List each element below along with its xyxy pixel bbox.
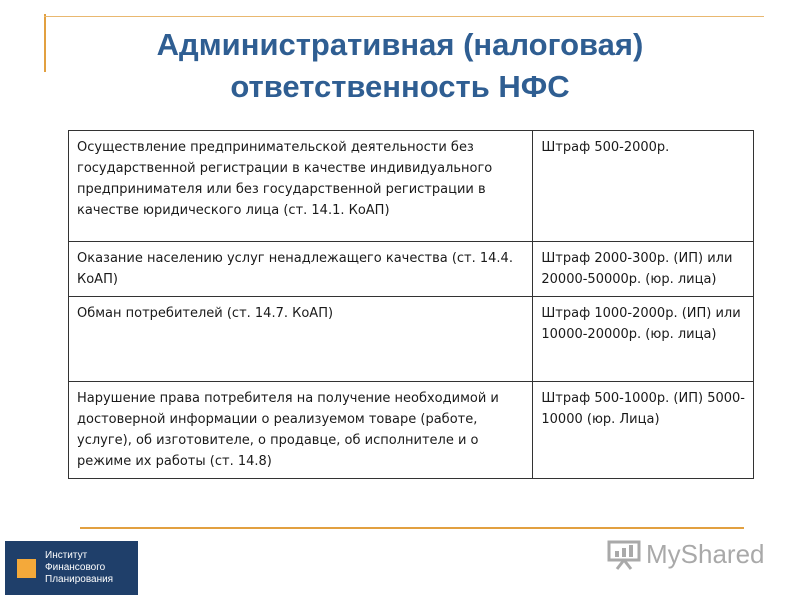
institute-logo (5, 541, 138, 595)
violation-cell: Нарушение права потребителя на получение необходимой и достоверной информации о реализуемом товаре (работе, услуге), об изготовителе, о продавце, об исполнителе и о режиме их работы (ст. 14.8) (69, 382, 533, 479)
institute-logo-text (45, 550, 113, 586)
watermark-text: MyShared (646, 538, 765, 569)
table-row (69, 297, 754, 382)
decorative-top-rule (44, 16, 764, 17)
presentation-board-icon (606, 538, 642, 570)
table-row (69, 382, 754, 479)
table-row (69, 131, 754, 242)
violation-cell: Обман потребителей (ст. 14.7. КоАП) (69, 297, 533, 382)
decorative-vertical-rule (44, 14, 46, 72)
institute-logo-line-2: Финансового (45, 562, 106, 573)
watermark-logo (606, 536, 765, 572)
liability-table (68, 130, 754, 479)
institute-logo-line-3: Планирования (45, 574, 114, 585)
decorative-bottom-rule (80, 527, 744, 529)
penalty-cell: Штраф 2000-300р. (ИП) или 20000-50000р. (юр. лица) (533, 242, 754, 297)
slide-title-line-2: ответственность НФС (230, 69, 570, 104)
penalty-cell: Штраф 1000-2000р. (ИП) или 10000-20000р. (юр. лица) (533, 297, 754, 382)
institute-logo-square-icon (17, 559, 36, 578)
slide-title-line-1: Административная (налоговая) (156, 27, 644, 62)
table-row (69, 242, 754, 297)
penalty-cell: Штраф 500-1000р. (ИП) 5000-10000 (юр. Лица) (533, 382, 754, 479)
penalty-cell: Штраф 500-2000р. (533, 131, 754, 242)
slide-title (60, 24, 740, 108)
violation-cell: Оказание населению услуг ненадлежащего качества (ст. 14.4. КоАП) (69, 242, 533, 297)
institute-logo-line-1: Институт (45, 550, 88, 561)
violation-cell: Осуществление предпринимательской деятельности без государственной регистрации в качестве индивидуального предпринимателя или без государственной регистрации в качестве юридического лица (ст. 14.1. КоАП) (69, 131, 533, 242)
